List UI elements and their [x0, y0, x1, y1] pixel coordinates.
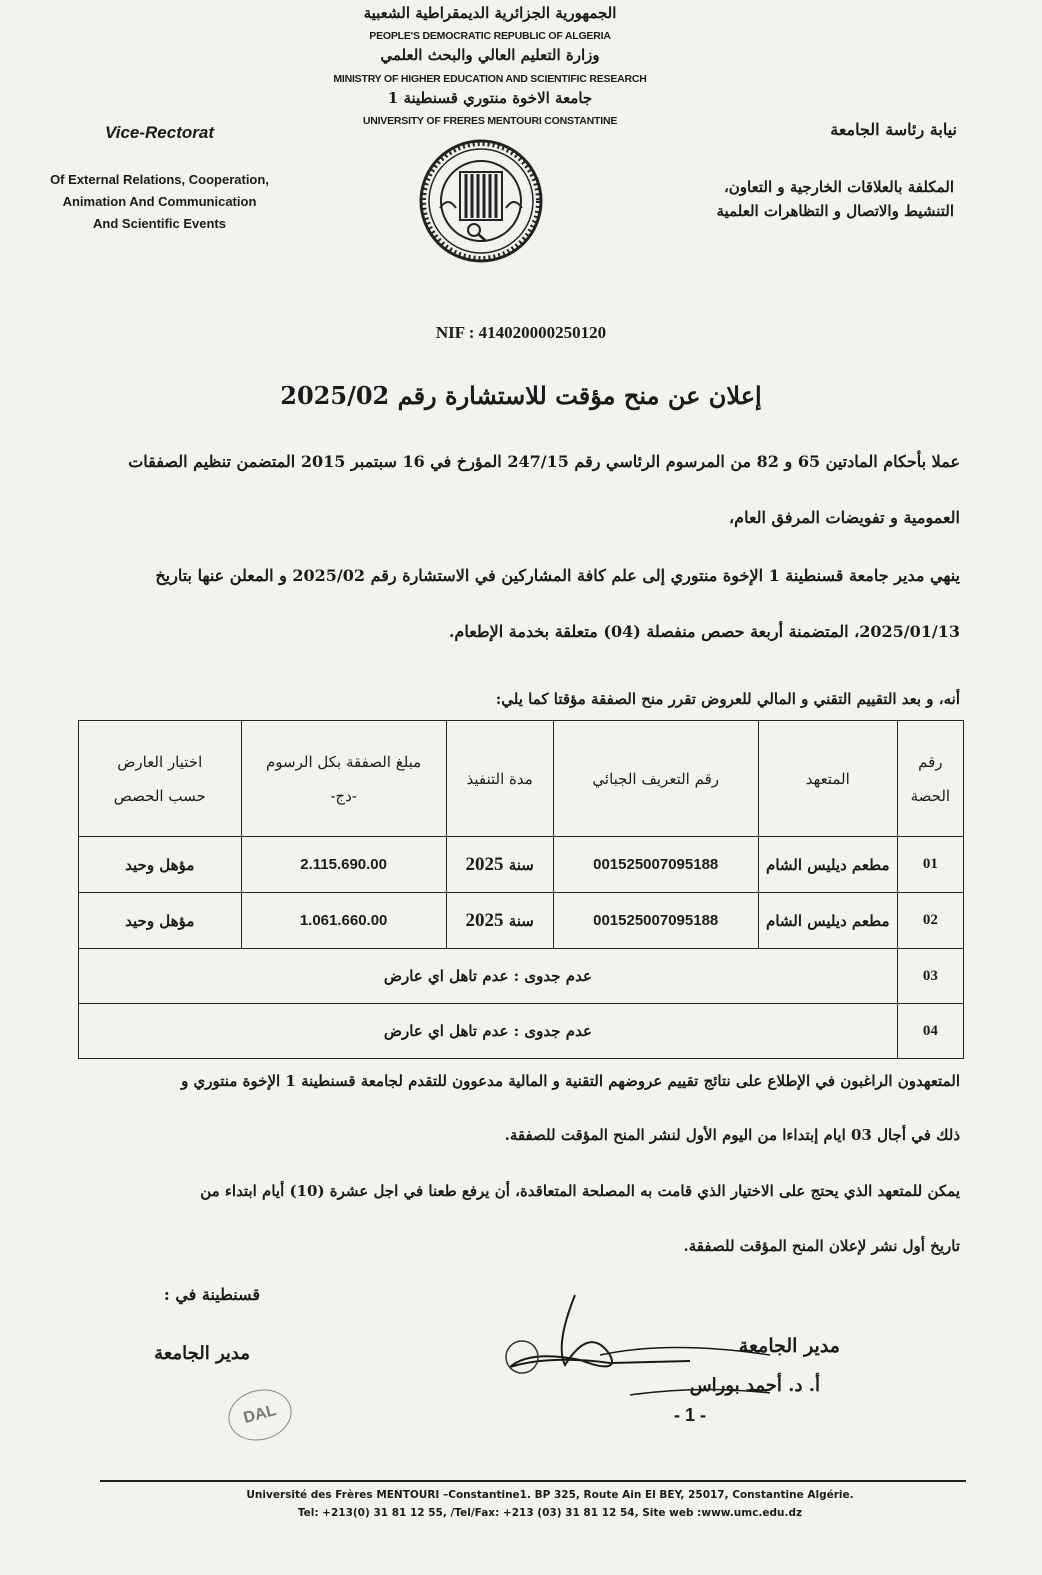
- duration-year: 2025: [465, 853, 504, 875]
- paragraph-4-line-2: تاريخ أول نشر لإعلان المنح المؤقت للصفقة.: [683, 1237, 960, 1255]
- header-selection-line-1: اختيار العارض: [117, 752, 203, 771]
- footer-divider: [100, 1480, 966, 1482]
- duration: [446, 837, 553, 893]
- paragraph-1-line-1: عملا بأحكام المادتين 65 و 82 من المرسوم الرئاسي رقم 247/15 المؤرخ في 16 سبتمبر 2015 المتضمن تنظيم الصفقات: [128, 452, 960, 471]
- unsuccessful-note: عدم جدوى : عدم تاهل اي عارض: [79, 1004, 898, 1059]
- lot-number: 01: [897, 837, 963, 893]
- place-date: قسنطينة في :: [163, 1285, 260, 1304]
- university-logo: [418, 138, 544, 264]
- header-contractor: المتعهد: [758, 721, 897, 837]
- selection: مؤهل وحيد: [79, 893, 242, 949]
- announcement-title: إعلان عن منح مؤقت للاستشارة رقم 2025/02: [280, 381, 762, 410]
- paragraph-3-line-2: ذلك في أجال 03 ايام إبتداءا من اليوم الأول لنشر المنح المؤقت للصفقة.: [504, 1126, 960, 1144]
- table-intro: أنه، و بعد التقييم التقني و المالي للعروض تقرر منح الصفقة مؤقتا كما يلي:: [495, 690, 960, 708]
- header-lot: [897, 721, 963, 837]
- header-amount: [241, 721, 446, 837]
- table-row: [79, 837, 964, 893]
- selection: مؤهل وحيد: [79, 837, 242, 893]
- director-title-left: مدير الجامعة: [154, 1343, 250, 1364]
- duration: [446, 893, 553, 949]
- header-selection: [79, 721, 242, 837]
- nif-number: NIF : 414020000250120: [435, 323, 607, 342]
- amount: 2.115.690.00: [241, 837, 446, 893]
- lot-number: 02: [897, 893, 963, 949]
- page-number: - 1 -: [673, 1405, 706, 1425]
- table-header-row: [79, 721, 964, 837]
- duration-label: سنة: [508, 911, 534, 930]
- tax-id: 001525007095188: [553, 837, 758, 893]
- header-amount-line-1: مبلغ الصفقة بكل الرسوم: [266, 752, 422, 771]
- header-lot-line-2: الحصة: [910, 786, 951, 805]
- vice-rectorat-en: [22, 123, 297, 235]
- tax-id: 001525007095188: [553, 893, 758, 949]
- paragraph-3-line-1: المتعهدون الراغبون في الإطلاع على نتائج تقييم عروضهم التقنية و المالية مدعوون للتقدم لجامعة قسنطينة 1 الإخوة منتوري و: [181, 1072, 960, 1090]
- ministry-ar: وزارة التعليم العالي والبحث العلمي: [380, 46, 600, 64]
- signatory-name: أ. د. أحمد بوراس: [689, 1375, 820, 1396]
- award-table: [78, 720, 964, 1059]
- unsuccessful-note: عدم جدوى : عدم تاهل اي عارض: [79, 949, 898, 1004]
- lot-number: 03: [897, 949, 963, 1004]
- country-ar: الجمهورية الجزائرية الديمقراطية الشعبية: [363, 4, 617, 22]
- contractor-name: مطعم ديليس الشام: [758, 893, 897, 949]
- duration-year: 2025: [465, 909, 504, 931]
- vice-rectorat-ar: نيابة رئاسة الجامعة: [830, 120, 957, 139]
- header-duration: مدة التنفيذ: [446, 721, 553, 837]
- paragraph-1-line-2: العمومية و تفويضات المرفق العام،: [729, 508, 960, 527]
- paragraph-2-line-1: ينهي مدير جامعة قسنطينة 1 الإخوة منتوري إلى علم كافة المشاركين في الاستشارة رقم 2025/02 و المعلن عنها بتاريخ: [155, 566, 960, 585]
- header-lot-line-1: رقم: [918, 752, 943, 771]
- dal-stamp: DAL: [223, 1383, 298, 1448]
- header-tax-id: رقم التعريف الجبائي: [553, 721, 758, 837]
- paragraph-4-line-1: يمكن للمتعهد الذي يحتج على الاختيار الذي قامت به المصلحة المتعاقدة، أن يرفع طعنا في اجل عشرة (10) أيام ابتداء من: [200, 1182, 960, 1200]
- footer-address: Université des Frères MENTOURI –Constantine1. BP 325, Route Ain El BEY, 25017, Constantine Algérie.: [246, 1489, 854, 1501]
- header-amount-line-2: -دج-: [330, 786, 357, 805]
- director-title-right: مدير الجامعة: [738, 1335, 840, 1357]
- table-row: [79, 893, 964, 949]
- footer-contact: Tel: +213(0) 31 81 12 55, /Tel/Fax: +213 (03) 31 81 12 54, Site web :www.umc.edu.dz: [297, 1507, 803, 1519]
- duration-label: سنة: [508, 855, 534, 874]
- university-en: UNIVERSITY OF FRERES MENTOURI CONSTANTINE: [362, 115, 618, 127]
- table-row-unsuccessful: [79, 949, 964, 1004]
- dept-en-line-3: And Scientific Events: [93, 216, 226, 231]
- dept-en-line-1: Of External Relations, Cooperation,: [50, 172, 269, 187]
- country-en: PEOPLE'S DEMOCRATIC REPUBLIC OF ALGERIA: [369, 30, 611, 42]
- dept-ar-line-1: المكلفة بالعلاقات الخارجية و التعاون،: [723, 178, 954, 196]
- amount: 1.061.660.00: [241, 893, 446, 949]
- dept-en-line-2: Animation And Communication: [62, 194, 257, 209]
- header-selection-line-2: حسب الحصص: [113, 786, 206, 805]
- table-row-unsuccessful: [79, 1004, 964, 1059]
- ministry-en: MINISTRY OF HIGHER EDUCATION AND SCIENTIFIC RESEARCH: [333, 73, 647, 85]
- contractor-name: مطعم ديليس الشام: [758, 837, 897, 893]
- paragraph-2-line-2: 2025/01/13، المتضمنة أربعة حصص منفصلة (04) متعلقة بخدمة الإطعام.: [448, 622, 960, 641]
- dept-ar-line-2: التنشيط والاتصال و التظاهرات العلمية: [716, 202, 954, 220]
- university-ar: جامعة الاخوة منتوري قسنطينة 1: [387, 89, 593, 107]
- lot-number: 04: [897, 1004, 963, 1059]
- vice-rectorat-title: Vice-Rectorat: [105, 123, 214, 142]
